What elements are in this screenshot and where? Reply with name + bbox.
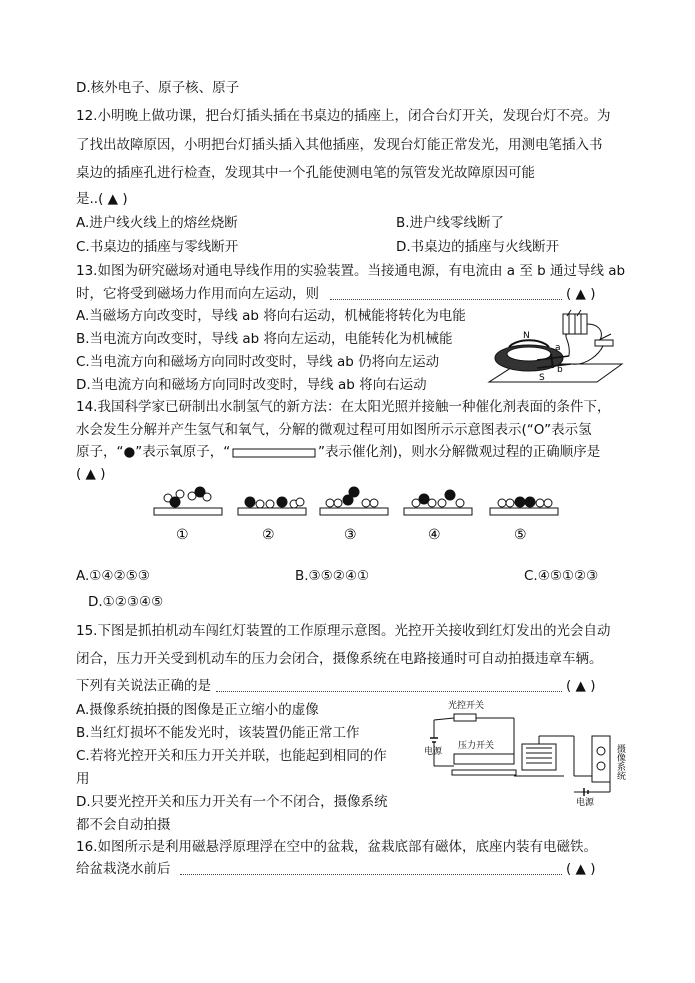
q12-stem-line4: 是..( ▲ ) bbox=[76, 191, 128, 207]
q15-option-a: A.摄像系统拍摄的图像是正立缩小的虚像 bbox=[76, 702, 319, 718]
q13-stem-line2: 时，它将受到磁场力作用而向左运动，则 bbox=[76, 286, 319, 302]
q14-stem-line2: 水会发生分解并产生氢气和氧气，分解的微观过程可用如图所示示意图表示(“O”表示氢 bbox=[76, 422, 592, 438]
q13-leader-dots bbox=[330, 287, 562, 300]
figure-1-label: ① bbox=[176, 527, 189, 543]
q15-stem-line2: 闭合，压力开关受到机动车的压力会闭合，摄像系统在电路接通时可自动拍摄违章车辆。 bbox=[76, 651, 603, 667]
catalyst-symbol bbox=[232, 447, 316, 459]
power1-label: 电源 bbox=[424, 747, 443, 757]
pressure-switch-label: 压力开关 bbox=[458, 741, 495, 751]
q14-option-c: C.④⑤①②③ bbox=[524, 568, 599, 584]
q13-label-a: a bbox=[555, 343, 561, 353]
q12-option-b: B.进户线零线断了 bbox=[396, 215, 505, 231]
q15-answer: ( ▲ ) bbox=[566, 678, 596, 694]
q12-option-a: A.进户线火线上的熔丝烧断 bbox=[76, 215, 238, 231]
q15-option-d-cont: 都不会自动拍摄 bbox=[76, 817, 171, 833]
q15-circuit-figure bbox=[424, 696, 644, 806]
q14-option-d: D.①②③④⑤ bbox=[88, 594, 164, 610]
q14-molecule-figures bbox=[150, 484, 560, 544]
q15-option-c: C.若将光控开关和压力开关并联，也能起到相同的作 bbox=[76, 748, 387, 764]
figure-4 bbox=[404, 490, 472, 544]
q12-stem-line2: 了找出故障原因，小明把台灯插头插入其他插座，发现台灯能正常发光，用测电笔插入书 bbox=[76, 137, 603, 153]
figure-4-label: ④ bbox=[428, 527, 441, 543]
q14-option-b: B.③⑤②④① bbox=[295, 568, 370, 584]
q13-option-a: A.当磁场方向改变时，导线 ab 将向右运动，机械能将转化为电能 bbox=[76, 308, 466, 324]
q12-stem-line3: 桌边的插座孔进行检查，发现其中一个孔能使测电笔的氖管发光故障原因可能 bbox=[76, 165, 535, 181]
q12-option-c: C.书桌边的插座与零线断开 bbox=[76, 239, 239, 255]
figure-2-label: ② bbox=[262, 527, 275, 543]
q15-option-d: D.只要光控开关和压力开关有一个不闭合，摄像系统 bbox=[76, 794, 388, 810]
q13-apparatus-figure bbox=[487, 302, 627, 388]
q14-stem-line4: ( ▲ ) bbox=[76, 466, 106, 482]
q14-stem-line1: 14.我国科学家已研制出水制氢气的新方法：在太阳光照并接触一种催化剂表面的条件下， bbox=[76, 399, 611, 415]
q13-stem-line1: 13.如图为研究磁场对通电导线作用的实验装置。当接通电源，有电流由 a 至 b 通过导线 ab bbox=[76, 263, 626, 279]
q13-option-b: B.当电流方向改变时，导线 ab 将向左运动，电能转化为机械能 bbox=[76, 331, 453, 347]
power2-label: 电源 bbox=[576, 798, 595, 806]
q12-option-d: D.书桌边的插座与火线断开 bbox=[396, 239, 560, 255]
figure-3 bbox=[320, 487, 388, 544]
figure-2 bbox=[238, 497, 306, 544]
q15-stem-line3: 下列有关说法正确的是 bbox=[76, 678, 211, 694]
q16-answer: ( ▲ ) bbox=[566, 861, 596, 877]
q13-label-s: S bbox=[539, 373, 545, 383]
q13-answer: ( ▲ ) bbox=[566, 286, 596, 302]
q15-leader-dots bbox=[216, 679, 562, 692]
figure-1 bbox=[154, 487, 222, 544]
figure-5 bbox=[490, 497, 558, 544]
q14-stem-line3b: ”表示催化剂)，则水分解微观过程的正确顺序是 bbox=[318, 444, 601, 460]
q11-option-d: D.核外电子、原子核、原子 bbox=[76, 80, 240, 96]
light-switch-label: 光控开关 bbox=[448, 701, 485, 711]
q16-stem-line2: 给盆栽浇水前后 bbox=[76, 861, 171, 877]
q13-option-c: C.当电流方向和磁场方向同时改变时，导线 ab 仍将向左运动 bbox=[76, 354, 440, 370]
figure-5-label: ⑤ bbox=[514, 527, 527, 543]
q12-stem-line1: 12.小明晚上做功课，把台灯插头插在书桌边的插座上，闭合台灯开关，发现台灯不亮。为 bbox=[76, 108, 611, 124]
q14-stem-line3a: 原子，“●”表示氧原子，“ bbox=[76, 444, 231, 460]
camera-label: 摄像系统 bbox=[615, 744, 625, 780]
q13-option-d: D.当电流方向和磁场方向同时改变时，导线 ab 将向右运动 bbox=[76, 377, 427, 393]
q14-option-a: A.①④②⑤③ bbox=[76, 568, 150, 584]
q16-leader-dots bbox=[180, 862, 562, 875]
q15-stem-line1: 15.下图是抓拍机动车闯红灯装置的工作原理示意图。光控开关接收到红灯发出的光会自动 bbox=[76, 623, 611, 639]
q15-option-c-cont: 用 bbox=[76, 771, 90, 787]
q15-option-b: B.当红灯损坏不能发光时，该装置仍能正常工作 bbox=[76, 725, 360, 741]
q13-label-b: b bbox=[557, 365, 563, 375]
q16-stem-line1: 16.如图所示是利用磁悬浮原理浮在空中的盆栽，盆栽底部有磁体，底座内装有电磁铁。 bbox=[76, 839, 597, 855]
figure-3-label: ③ bbox=[344, 527, 357, 543]
q13-label-n: N bbox=[523, 331, 530, 341]
